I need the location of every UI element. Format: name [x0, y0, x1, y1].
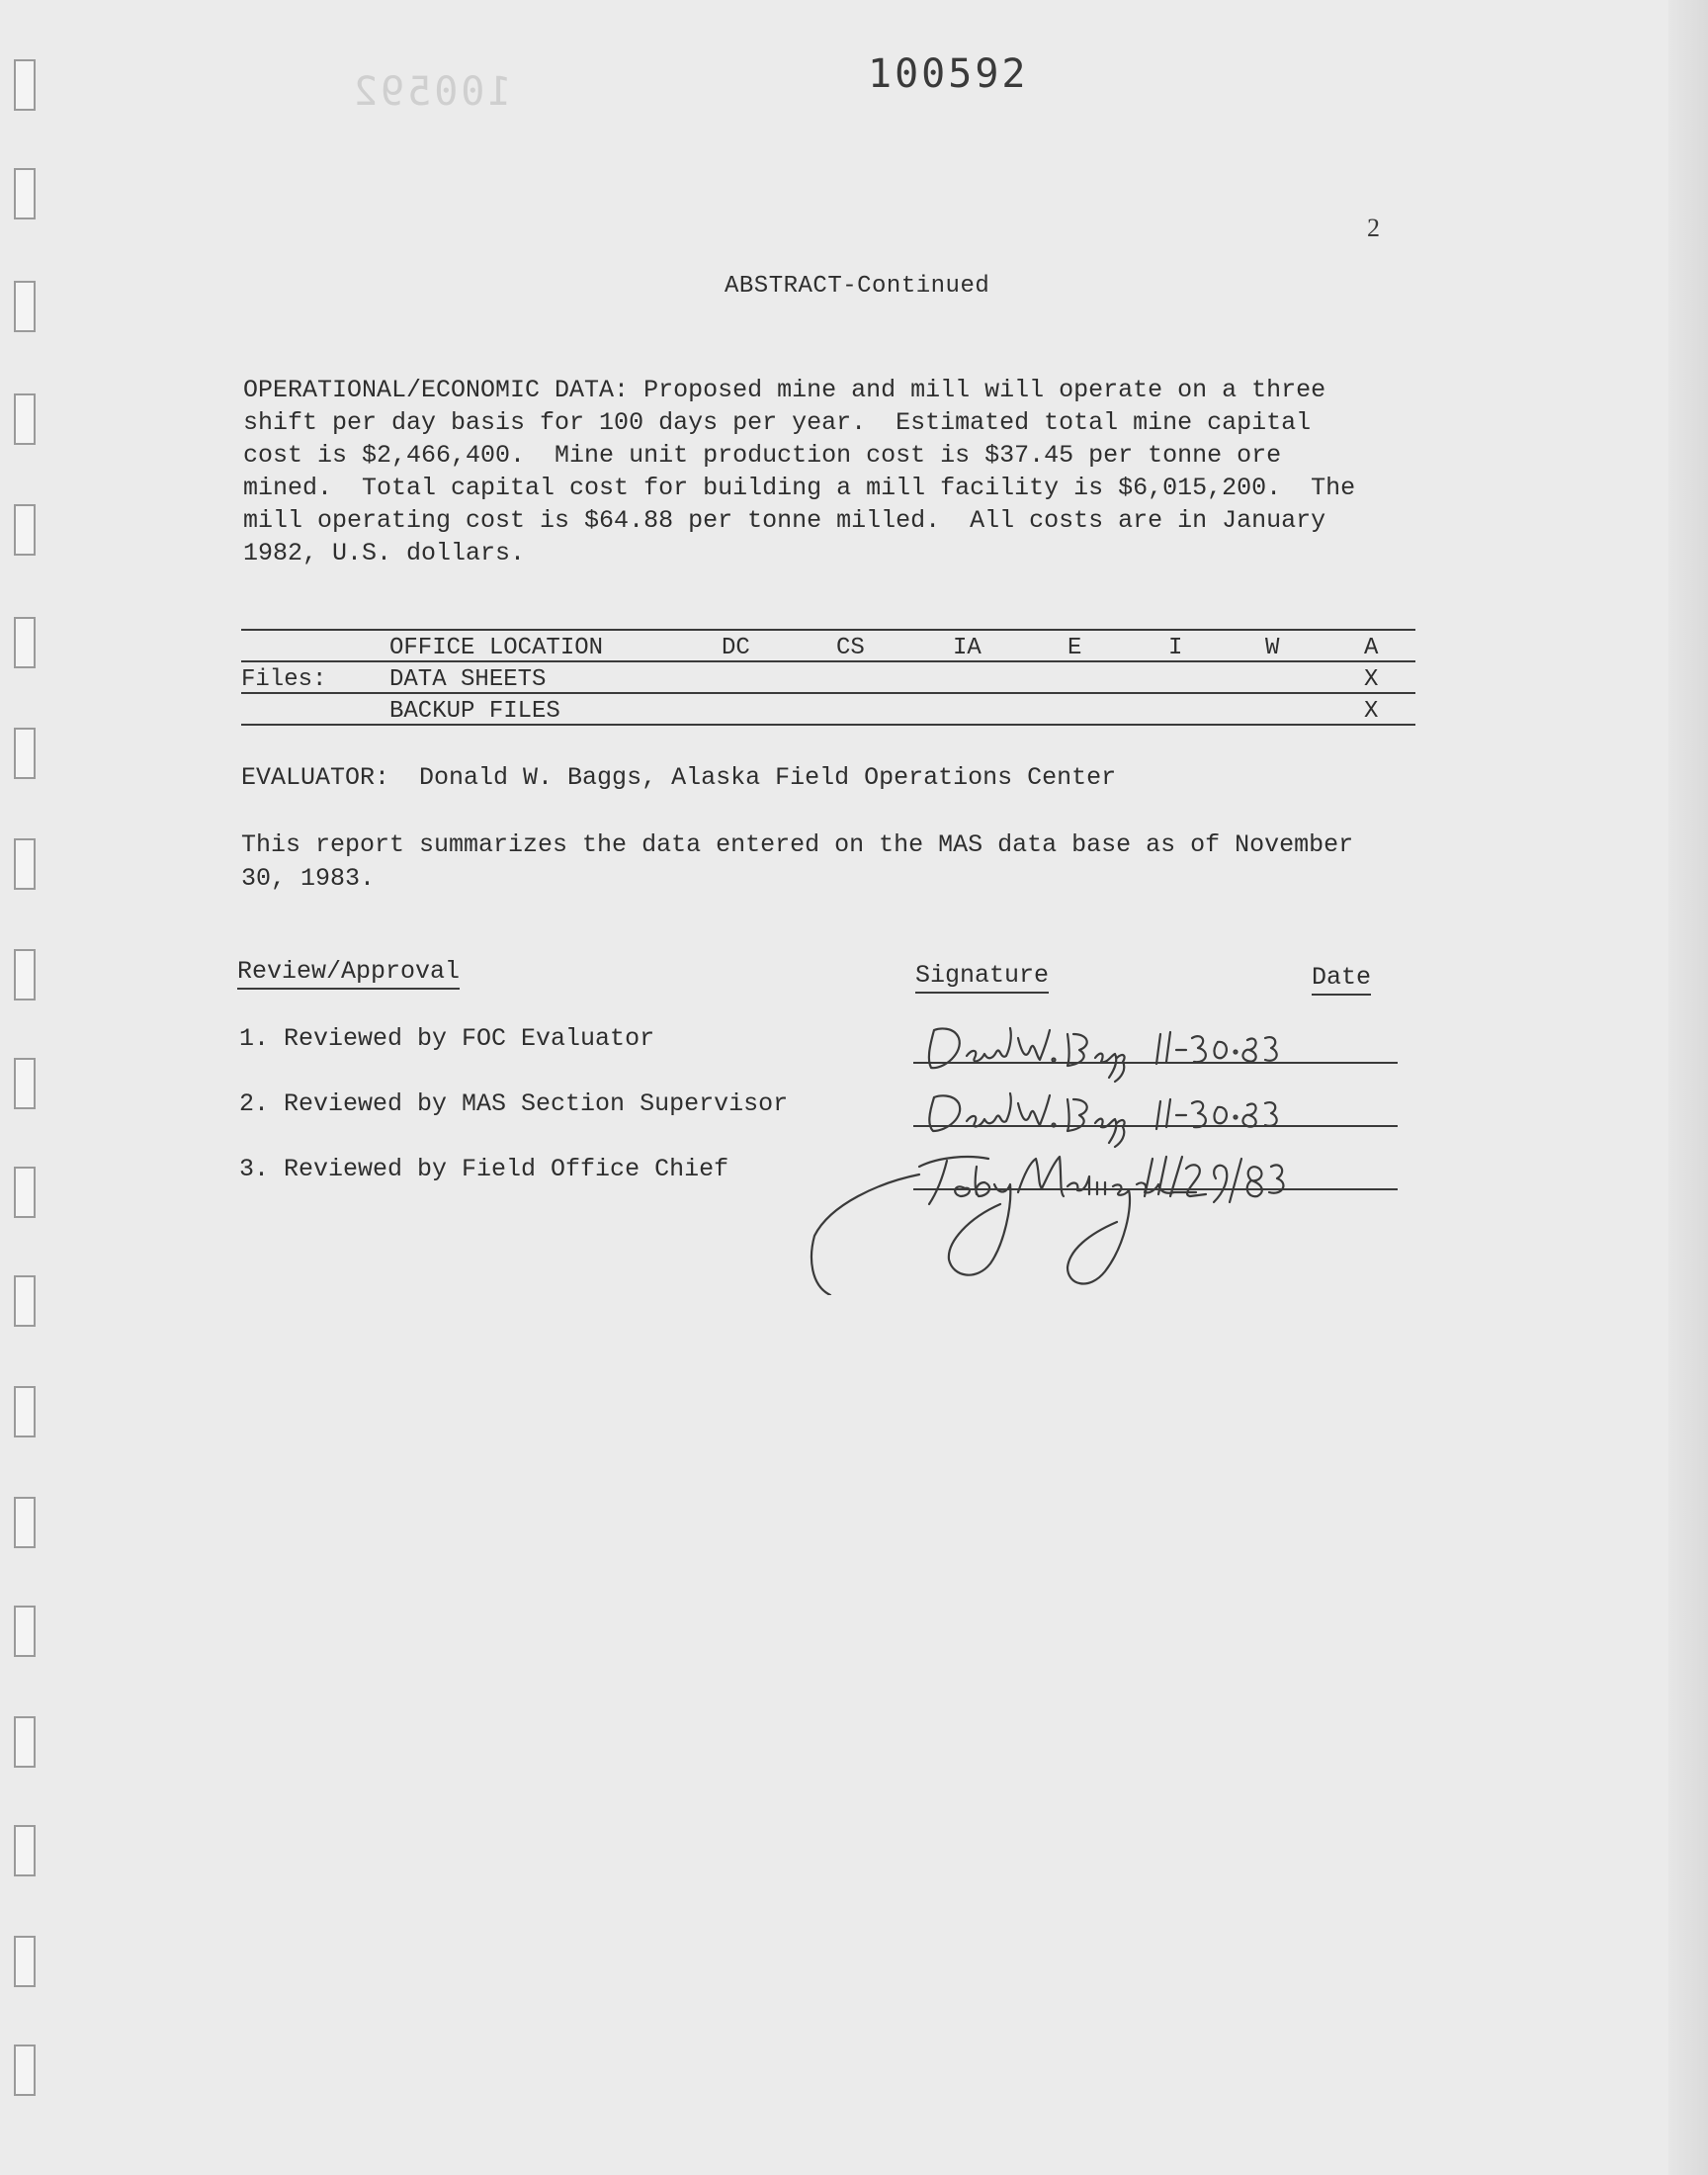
- binder-hole: [14, 59, 36, 111]
- row-label: DATA SHEETS: [389, 666, 547, 693]
- paragraph-line: 1982, U.S. dollars.: [243, 539, 526, 567]
- summary-line: 30, 1983.: [241, 864, 376, 893]
- files-label: Files:: [241, 666, 327, 693]
- evaluator-line: EVALUATOR: Donald W. Baggs, Alaska Field Operations Center: [241, 763, 1117, 792]
- binder-hole: [14, 504, 36, 556]
- date-heading: Date: [1312, 963, 1371, 996]
- binder-hole: [14, 949, 36, 1000]
- summary-paragraph: [241, 828, 1496, 896]
- document-number: 100592: [868, 51, 1029, 97]
- binder-hole: [14, 1606, 36, 1657]
- section-title: ABSTRACT-Continued: [725, 273, 990, 300]
- binder-hole: [14, 1167, 36, 1218]
- binder-hole: [14, 1936, 36, 1987]
- date-11-30-83: [1156, 1032, 1277, 1064]
- paragraph-line: cost is $2,466,400. Mine unit production cost is $37.45 per tonne ore: [243, 441, 1282, 470]
- summary-line: This report summarizes the data entered on the MAS data base as of November: [241, 830, 1354, 859]
- column-header: I: [1168, 635, 1183, 661]
- binder-hole: [14, 1386, 36, 1437]
- signature-donald-baggs-2: [929, 1093, 1124, 1147]
- review-item-field-office-chief: 3. Reviewed by Field Office Chief: [239, 1155, 729, 1183]
- column-header: DC: [722, 635, 750, 661]
- bleed-through-number: 100592: [351, 69, 512, 115]
- binder-hole: [14, 1716, 36, 1768]
- page-number: 2: [1367, 214, 1380, 242]
- table-row: [241, 694, 1415, 724]
- review-item-foc-evaluator: 1. Reviewed by FOC Evaluator: [239, 1024, 655, 1053]
- row-label: BACKUP FILES: [389, 698, 560, 725]
- files-table: [241, 629, 1415, 726]
- signature-donald-baggs-1: [929, 1028, 1125, 1082]
- binder-hole: [14, 2044, 36, 2096]
- paragraph-line: OPERATIONAL/ECONOMIC DATA: Proposed mine and mill will operate on a three: [243, 376, 1326, 404]
- signature-field-office-chief: [811, 1157, 1196, 1295]
- binder-hole: [14, 1058, 36, 1109]
- page-edge-shadow: [1668, 0, 1708, 2175]
- binder-hole: [14, 617, 36, 668]
- binder-hole: [14, 1825, 36, 1876]
- date-11-29-83: [1145, 1157, 1283, 1202]
- signature-heading: Signature: [915, 961, 1049, 994]
- binder-hole: [14, 838, 36, 890]
- date-11-30-83-second: [1156, 1099, 1277, 1129]
- binder-hole: [14, 393, 36, 445]
- binder-holes: [14, 0, 43, 2175]
- table-row: [241, 662, 1415, 692]
- review-item-mas-supervisor: 2. Reviewed by MAS Section Supervisor: [239, 1089, 789, 1118]
- column-header: IA: [953, 635, 982, 661]
- paragraph-line: mined. Total capital cost for building a mill facility is $6,015,200. The: [243, 474, 1356, 502]
- binder-hole: [14, 1275, 36, 1327]
- column-header: CS: [836, 635, 865, 661]
- binder-hole: [14, 1497, 36, 1548]
- row-mark: X: [1364, 666, 1379, 693]
- operational-paragraph: [243, 374, 1489, 569]
- table-header-row: [241, 631, 1415, 660]
- binder-hole: [14, 168, 36, 219]
- column-header: W: [1265, 635, 1280, 661]
- column-header: E: [1068, 635, 1082, 661]
- review-approval-heading: Review/Approval: [237, 957, 460, 990]
- binder-hole: [14, 281, 36, 332]
- binder-hole: [14, 728, 36, 779]
- column-header: A: [1364, 635, 1379, 661]
- paragraph-line: shift per day basis for 100 days per year. Estimated total mine capital: [243, 408, 1312, 437]
- office-location-header: OFFICE LOCATION: [389, 635, 604, 661]
- handwritten-signatures: [771, 999, 1463, 1295]
- paragraph-line: mill operating cost is $64.88 per tonne milled. All costs are in January: [243, 506, 1326, 535]
- row-mark: X: [1364, 698, 1379, 725]
